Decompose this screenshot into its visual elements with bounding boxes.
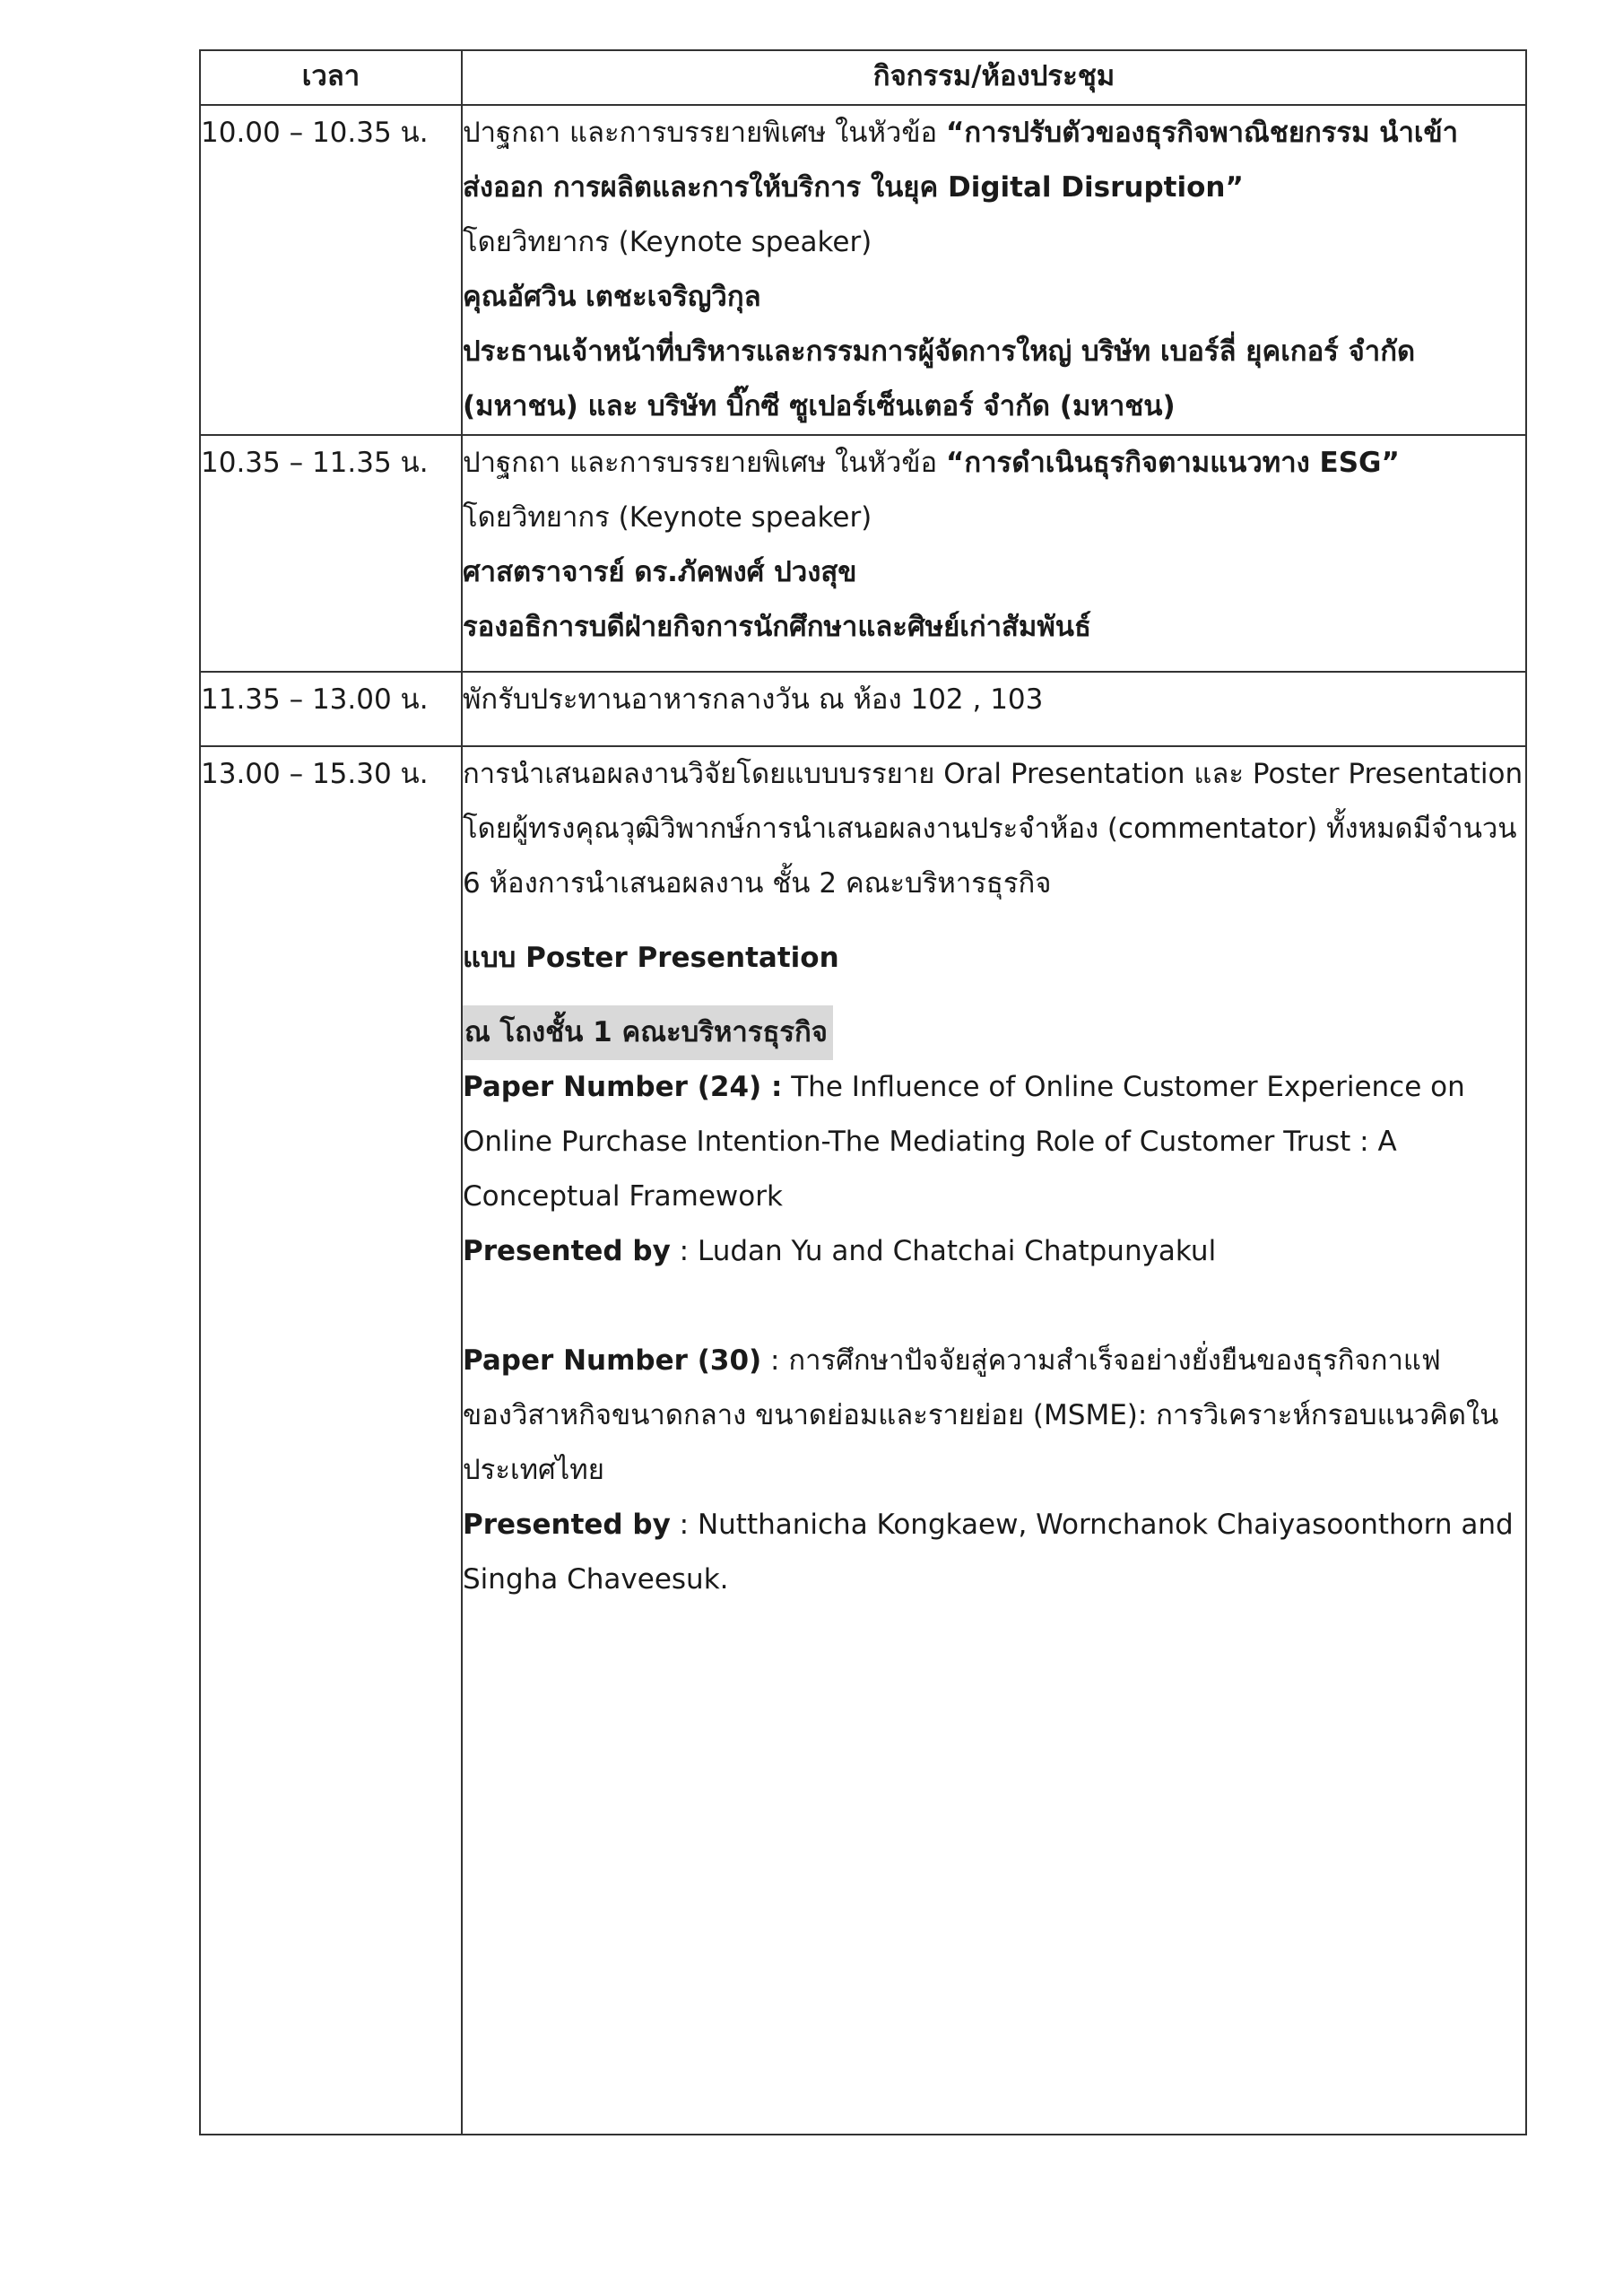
presented-by-label: Presented by (463, 1509, 671, 1541)
topic-line (463, 106, 1525, 161)
paper-number: Paper Number (24) : (463, 1071, 783, 1103)
topic-title-cont: ส่งออก การผลิตและการให้บริการ ในยุค Digital Disruption” (463, 171, 1244, 204)
paper-number: Paper Number (30) (463, 1344, 762, 1377)
presenters-cont: Singha Chaveesuk. (463, 1563, 729, 1596)
location-label: ณ โถงชั้น 1 คณะบริหารธุรกิจ (463, 1005, 833, 1060)
schedule-table (199, 49, 1527, 2135)
topic-line (463, 436, 1525, 491)
paper-title-cont: ประเทศไทย (463, 1454, 604, 1486)
speaker-title-cont: (มหาชน) และ บริษัท บิ๊กซี ซูเปอร์เซ็นเตอร์ จำกัด (มหาชน) (463, 390, 1176, 422)
session-description-cont: 6 ห้องการนำเสนอผลงาน ชั้น 2 คณะบริหารธุรกิจ (463, 867, 1052, 900)
time-cell: 10.35 – 11.35 น. (200, 435, 462, 672)
topic-title: “การดำเนินธุรกิจตามแนวทาง ESG” (946, 447, 1400, 479)
speaker-label: โดยวิทยากร (Keynote speaker) (463, 226, 872, 258)
speaker-label: โดยวิทยากร (Keynote speaker) (463, 501, 872, 534)
table-row (200, 746, 1526, 2135)
paper-entry (463, 1060, 1525, 1279)
paper-title: The Influence of Online Customer Experience on (782, 1071, 1465, 1103)
speaker-name: ศาสตราจารย์ ดร.ภัคพงศ์ ปวงสุข (463, 556, 857, 588)
paper-title: : การศึกษาปัจจัยสู่ความสำเร็จอย่างยั่งยืนของธุรกิจกาแฟ (761, 1344, 1441, 1377)
speaker-title: รองอธิการบดีฝ่ายกิจการนักศึกษาและศิษย์เก่าสัมพันธ์ (463, 611, 1091, 643)
presented-by-label: Presented by (463, 1235, 671, 1267)
paper-title-cont: ของวิสาหกิจขนาดกลาง ขนาดย่อมและรายย่อย (MSME): การวิเคราะห์กรอบแนวคิดใน (463, 1399, 1499, 1431)
speaker-name: คุณอัศวิน เตชะเจริญวิกุล (463, 281, 761, 313)
activity-cell (462, 746, 1526, 2135)
presenters: : Nutthanicha Kongkaew, Wornchanok Chaiyasoonthorn and (670, 1509, 1514, 1541)
topic-title: “การปรับตัวของธุรกิจพาณิชยกรรม นำเข้า (946, 117, 1459, 149)
time-column-header: เวลา (200, 50, 462, 105)
activity-column-header: กิจกรรม/ห้องประชุม (462, 50, 1526, 105)
table-row (200, 105, 1526, 435)
table-header-row (200, 50, 1526, 105)
paper-title-cont: Conceptual Framework (463, 1180, 783, 1213)
activity-cell (462, 435, 1526, 672)
intro-text: ปาฐกถา และการบรรยายพิเศษ ในหัวข้อ (463, 447, 946, 479)
poster-heading: แบบ Poster Presentation (463, 942, 839, 974)
paper-title-cont: Online Purchase Intention-The Mediating Role of Customer Trust : A (463, 1126, 1397, 1158)
time-cell: 10.00 – 10.35 น. (200, 105, 462, 435)
time-cell: 13.00 – 15.30 น. (200, 746, 462, 2135)
session-description-cont: โดยผู้ทรงคุณวุฒิวิพากษ์การนำเสนอผลงานประจำห้อง (commentator) ทั้งหมดมีจำนวน (463, 813, 1517, 845)
table-row (200, 435, 1526, 672)
activity-cell (462, 105, 1526, 435)
presenters: : Ludan Yu and Chatchai Chatpunyakul (670, 1235, 1217, 1267)
lunch-text: พักรับประทานอาหารกลางวัน ณ ห้อง 102 , 103 (463, 683, 1044, 716)
speaker-title: ประธานเจ้าหน้าที่บริหารและกรรมการผู้จัดการใหญ่ บริษัท เบอร์ลี่ ยุคเกอร์ จำกัด (463, 335, 1416, 368)
activity-cell (462, 672, 1526, 746)
intro-text: ปาฐกถา และการบรรยายพิเศษ ในหัวข้อ (463, 117, 946, 149)
session-description: การนำเสนอผลงานวิจัยโดยแบบบรรยาย Oral Presentation และ Poster Presentation (463, 758, 1523, 790)
table-row (200, 672, 1526, 746)
time-cell: 11.35 – 13.00 น. (200, 672, 462, 746)
paper-entry (463, 1334, 1525, 1607)
